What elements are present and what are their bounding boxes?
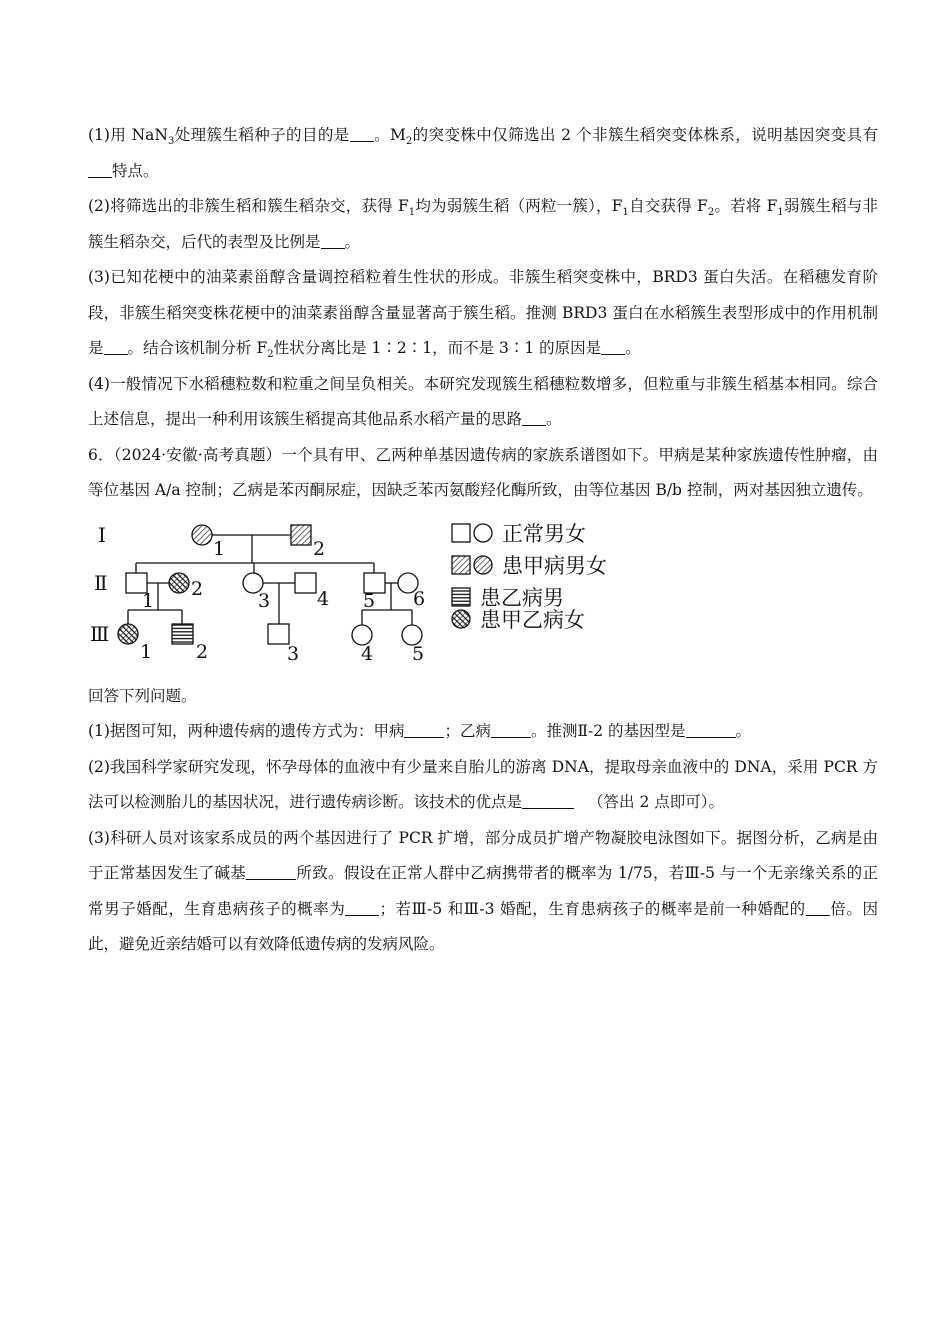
sub-question-1: (1)据图可知，两种遗传病的遗传方式为：甲病 ；乙病 。推测Ⅱ-2 的基因型是 。 <box>88 722 752 740</box>
answer-blank[interactable] <box>686 721 736 738</box>
legend-disease-a-male-icon <box>452 556 470 574</box>
gen-label-III: Ⅲ <box>90 621 110 646</box>
answer-blank[interactable] <box>350 125 374 142</box>
num-I-2: 2 <box>313 537 326 560</box>
pedigree-I-1 <box>192 525 212 545</box>
answer-blank[interactable] <box>522 409 546 426</box>
gen-label-II: Ⅱ <box>94 570 108 595</box>
num-III-4: 4 <box>361 642 374 665</box>
pedigree-III-1 <box>118 624 138 644</box>
question-part-1: (1)用 NaN$_3$处理簇生稻种子的目的是 。$M_2$的突变株中仅筛选出 2 个非簇生稻突变体株系，说明基因突变具有特点。 <box>88 126 879 180</box>
sub-question-3: (3)科研人员对该家系成员的两个基因进行了 PCR 扩增，部分成员扩增产物凝胶电泳图如下。据图分析，乙病是由于正常基因发生了碱基 所致。假设在正常人群中乙病携带者的概率为 1/75，若Ⅲ-5 与一个无亲缘关系的正常男子婚配，生育患病孩子的概率为 ；若Ⅲ-5 和Ⅲ-3 婚配，生育患病孩子的概率是前一种婚配的 倍。因此，避免近亲结婚可以有效降低遗传病的发病风险。 <box>88 828 878 953</box>
answer-blank[interactable] <box>345 899 379 916</box>
answer-blank[interactable] <box>601 338 625 355</box>
answer-blank[interactable] <box>246 863 296 880</box>
gen-label-I: I <box>98 522 106 547</box>
legend-disease-ab: 患甲乙病女 <box>480 607 585 632</box>
answer-blank[interactable] <box>404 721 444 738</box>
answer-blank[interactable] <box>522 792 574 809</box>
pedigree-III-5 <box>402 625 422 645</box>
num-III-3: 3 <box>287 642 300 665</box>
pedigree-svg <box>82 515 702 675</box>
question-part-3: (3)已知花梗中的油菜素甾醇含量调控稻粒着生性状的形成。非簇生稻突变株中，BRD3 蛋白失活。在稻穗发育阶段，非簇生稻突变株花梗中的油菜素甾醇含量显著高于簇生稻。推测 BRD3 蛋白在水稻簇生表型形成中的作用机制是 。结合该机制分析 $F_2$性状分离比是 1∶2∶1，而不是 3∶1 的原因是 。 <box>88 268 878 361</box>
legend-normal-female-icon <box>474 524 492 542</box>
legend-disease-ab-female-icon <box>452 610 470 628</box>
answer-blank[interactable] <box>321 232 345 249</box>
legend-disease-b: 患乙病男 <box>480 585 564 610</box>
num-II-6: 6 <box>413 587 426 610</box>
num-II-3: 3 <box>258 589 271 612</box>
legend-disease-b-male-icon <box>452 588 470 606</box>
num-II-5: 5 <box>363 589 376 612</box>
pedigree-II-4 <box>295 573 316 593</box>
num-III-5: 5 <box>412 642 425 665</box>
num-III-1: 1 <box>140 640 153 663</box>
num-III-2: 2 <box>196 640 209 663</box>
legend-normal: 正常男女 <box>502 521 586 546</box>
num-II-1: 1 <box>142 589 155 612</box>
question-part-2: (2)将筛选出的非簇生稻和簇生稻杂交，获得 $F_1$均为弱簇生稻（两粒一簇），$F_1$自交获得 $F_2$。若将 $F_1$弱簇生稻与非簇生稻杂交，后代的表型及比例是 。 <box>88 197 879 251</box>
pedigree-III-2 <box>172 624 193 644</box>
question-prompt: 回答下列问题。 <box>88 686 197 705</box>
legend-disease-a-female-icon <box>474 556 492 574</box>
question-6-intro: 6．（2024·安徽·高考真题）一个具有甲、乙两种单基因遗传病的家族系谱图如下。甲病是某种家族遗传性肿瘤，由等位基因 A/a 控制；乙病是苯丙酮尿症，因缺乏苯丙氨酸羟化酶所致，由等位基因 B/b 控制，两对基因独立遗传。 <box>88 445 878 499</box>
pedigree-figure <box>82 515 702 675</box>
question-part-4: (4)一般情况下水稻穗粒数和粒重之间呈负相关。本研究发现簇生稻穗粒数增多，但粒重与非簇生稻基本相同。综合上述信息，提出一种利用该簇生稻提高其他品系水稻产量的思路 。 <box>88 374 878 428</box>
pedigree-III-3 <box>268 624 289 644</box>
document-page <box>88 118 878 963</box>
answer-blank[interactable] <box>491 721 531 738</box>
sub-question-2: (2)我国科学家研究发现，怀孕母体的血液中有少量来自胎儿的游离 DNA，提取母亲血液中的 DNA，采用 PCR 方法可以检测胎儿的基因状况，进行遗传病诊断。该技术的优点是 （答出 2 点即可）。 <box>88 757 878 811</box>
pedigree-II-2 <box>169 573 189 593</box>
pedigree-III-4 <box>352 625 372 645</box>
legend-disease-a: 患甲病男女 <box>502 553 607 578</box>
num-II-4: 4 <box>317 587 330 610</box>
answer-blank[interactable] <box>88 161 112 178</box>
num-II-2: 2 <box>191 577 204 600</box>
answer-blank[interactable] <box>104 338 128 355</box>
legend-normal-male-icon <box>452 524 470 542</box>
num-I-1: 1 <box>213 537 226 560</box>
answer-blank[interactable] <box>806 899 830 916</box>
pedigree-I-2 <box>291 525 311 545</box>
